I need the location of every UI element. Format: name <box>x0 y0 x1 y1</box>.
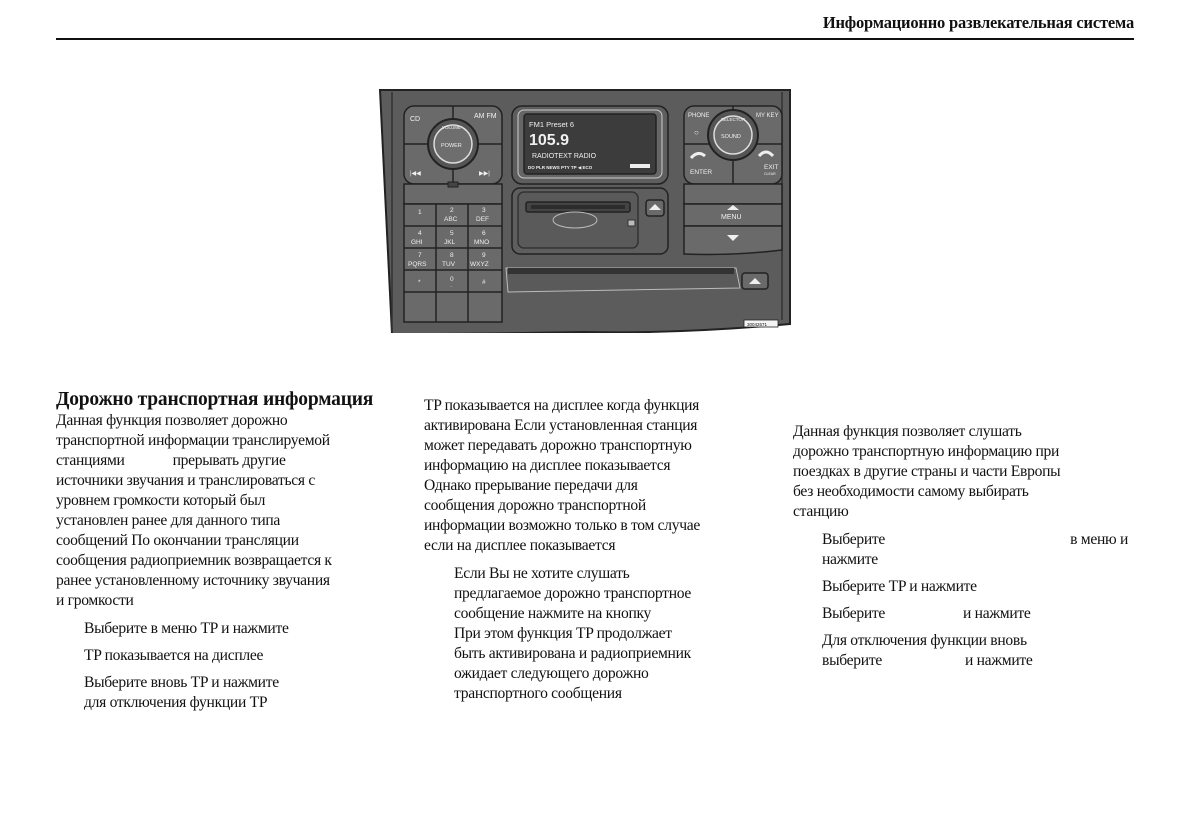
paragraph-line: активирована Если установленная станция <box>424 417 698 434</box>
exit-clear-sublabel: CLEAR <box>764 172 776 176</box>
radio-display <box>512 106 668 254</box>
step-item: Выберите в меню и нажмите <box>822 531 1128 568</box>
note-block <box>454 564 769 704</box>
column-2 <box>424 396 769 704</box>
svg-text:PQRS: PQRS <box>408 261 427 268</box>
power-cycle-icon: ○ <box>694 128 699 137</box>
step-item: Выберите в меню TP и нажмите <box>84 620 289 637</box>
paragraph-line: Данная функция позволяет дорожно <box>56 412 288 429</box>
figure-id-tag: 30042671 <box>747 322 768 327</box>
next-track-icon: ▶▶| <box>479 171 490 177</box>
right-control-cluster <box>684 106 782 255</box>
step-item-continued: для отключения функции TP <box>84 694 268 711</box>
svg-text:JKL: JKL <box>444 239 456 246</box>
svg-text:DEF: DEF <box>476 216 489 223</box>
volume-knob-label: VOLUME <box>442 125 462 130</box>
paragraph-line: без необходимости самому выбирать <box>793 483 1029 500</box>
cd-button-label: CD <box>410 116 421 123</box>
paragraph-line: информацию на дисплее показывается <box>424 457 671 474</box>
paragraph-line: дорожно транспортную информацию при <box>793 443 1060 460</box>
sound-knob-label: SOUND <box>721 134 741 140</box>
header-rule <box>56 38 1134 40</box>
svg-text:6: 6 <box>482 230 486 237</box>
page-header-title: Информационно развлекательная система <box>822 13 1134 32</box>
lower-cd-tray <box>506 268 768 292</box>
step-item: Выберите TP и нажмите <box>822 578 977 595</box>
paragraph-line: сообщения радиоприемник возвращается к <box>56 552 332 569</box>
note-line: При этом функция TP продолжает <box>454 625 672 642</box>
display-status-bar: DO PLR NEWS PTY TP ◀ ECO <box>528 165 593 170</box>
svg-text:3: 3 <box>482 207 486 214</box>
enter-button-label: ENTER <box>690 169 713 176</box>
am-fm-button-label: AM FM <box>474 113 497 120</box>
svg-text:1: 1 <box>418 209 422 216</box>
paragraph-line: сообщения дорожно транспортной <box>424 497 646 514</box>
svg-text:9: 9 <box>482 252 486 259</box>
step-item: TP показывается на дисплее <box>84 647 264 664</box>
power-knob-label: POWER <box>441 143 462 149</box>
svg-text:8: 8 <box>450 252 454 259</box>
display-frequency: 105.9 <box>529 132 570 149</box>
paragraph-line: TP показывается на дисплее когда функция <box>424 397 700 414</box>
paragraph-line: станцию <box>793 503 849 520</box>
selector-knob-label: SELECTOR <box>721 117 746 122</box>
note-line: ожидает следующего дорожно <box>454 665 649 682</box>
svg-text:2: 2 <box>450 207 454 214</box>
column-3 <box>793 422 1128 671</box>
paragraph-line: сообщений По окончании трансляции <box>56 532 299 549</box>
svg-text:*: * <box>418 279 421 286</box>
prev-track-icon: |◀◀ <box>410 171 421 177</box>
paragraph-line: уровнем громкости который был <box>56 492 266 509</box>
step-item: Выберите и нажмите <box>822 605 1031 622</box>
svg-text:#: # <box>482 279 486 286</box>
note-line: быть активирована и радиоприемник <box>454 645 691 662</box>
svg-text:TUV: TUV <box>442 261 455 268</box>
paragraph-line: Однако прерывание передачи для <box>424 477 638 494</box>
svg-text:5: 5 <box>450 230 454 237</box>
paragraph-line: ранее установленному источнику звучания <box>56 572 330 589</box>
svg-text:0: 0 <box>450 276 454 283</box>
step-item: Для отключения функции вновь выберите и нажмите <box>822 632 1033 669</box>
paragraph-line: станциями прерывать другие <box>56 452 286 469</box>
paragraph-line: если на дисплее показывается <box>424 537 616 554</box>
paragraph-line: и громкости <box>56 592 134 609</box>
note-line: транспортного сообщения <box>454 685 622 702</box>
paragraph-line: поездках в другие страны и части Европы <box>793 463 1061 480</box>
note-line: Если Вы не хотите слушать <box>454 565 630 582</box>
svg-text:MNO: MNO <box>474 239 490 246</box>
section-heading: Дорожно транспортная информация <box>56 389 374 410</box>
display-radiotext: RADIOTEXT RADIO <box>532 153 597 160</box>
my-key-button-label: MY KEY <box>756 113 779 119</box>
numeric-keypad <box>404 204 502 322</box>
phone-button-label: PHONE <box>688 113 710 119</box>
display-preset: FM1 Preset 6 <box>529 120 575 129</box>
note-line: предлагаемое дорожно транспортное <box>454 585 692 602</box>
svg-text:·: · <box>450 283 453 290</box>
paragraph-line: источники звучания и транслироваться с <box>56 472 316 489</box>
paragraph-line: установлен ранее для данного типа <box>56 512 281 529</box>
svg-text:7: 7 <box>418 252 422 259</box>
left-control-cluster <box>404 106 502 204</box>
exit-button-label: EXIT <box>764 164 779 171</box>
step-item: Выберите вновь TP и нажмите <box>84 674 279 691</box>
radio-panel-illustration <box>378 88 792 333</box>
menu-button-label: MENU <box>721 214 742 221</box>
svg-text:WXYZ: WXYZ <box>470 261 489 268</box>
note-line: сообщение нажмите на кнопку <box>454 605 652 622</box>
paragraph-line: транспортной информации транслируемой <box>56 432 330 449</box>
column-1 <box>56 389 396 713</box>
paragraph-line: информации возможно только в том случае <box>424 517 701 534</box>
svg-text:GHI: GHI <box>411 239 423 246</box>
paragraph-line: может передавать дорожно транспортную <box>424 437 692 454</box>
paragraph-line: Данная функция позволяет слушать <box>793 423 1022 440</box>
svg-text:ABC: ABC <box>444 216 458 223</box>
svg-text:4: 4 <box>418 230 422 237</box>
